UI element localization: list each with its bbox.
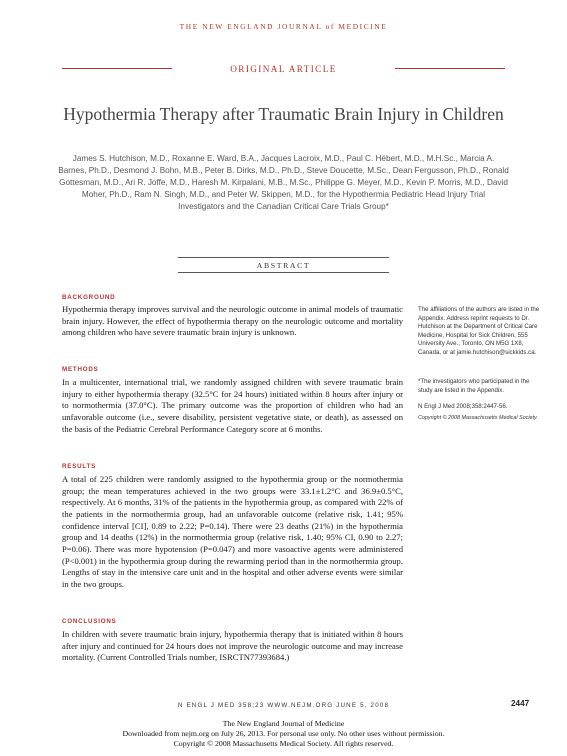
results-text: A total of 225 children were randomly assigned to the hypothermia group or the normothermia group; the mean temperatures achieved in the two groups were 33.1±1.2°C and 36.9±0.5°C, respectively. At 6 months, 31% of the patients in the hypothermia group, as compared with 22% of the patients in the normothermia group, had an unfavorable outcome (relative risk, 1.41; 95% confidence interval [CI], 0.89 to 2.22; P=0.14). There were 23 deaths (21%) in the hypothermia group and 14 deaths (12%) in the normothermia group (relative risk, 1.40; 95% CI, 0.90 to 2.27; P=0.06). There was more hypotension (P=0.047) and more vasoactive agents were administered (P<0.001) in the hypothermia group during the rewarming period than in the normothermia group. Lengths of stay in the intensive care unit and in the hospital and other adverse events were similar in the two groups.: [62, 474, 403, 589]
page-number: 2447: [511, 699, 530, 708]
download-line-1: The New England Journal of Medicine: [222, 719, 345, 728]
author-list: James S. Hutchison, M.D., Roxanne E. Ward, B.A., Jacques Lacroix, M.D., Paul C. Hébert, M.D., M.H.Sc., Marcia A. Barnes, Ph.D., Desmond J. Bohn, M.B., Peter B. Dirks, M.D., Ph.D., Steve Doucette, M.Sc., Dean Fergusson, Ph.D., Ronald Gottesman, M.D., Ari R. Joffe, M.D., Haresh M. Kirpalani, M.B., M.Sc., Philippe G. Meyer, M.D., Kevin P. Morris, M.D., David Moher, Ph.D., Ram N. Singh, M.D., and Peter W. Skippen, M.D., for the Hypothermia Pediatric Head Injury Trial Investigators and the Canadian Critical Care Trials Group*: [58, 154, 509, 212]
background-text: Hypothermia therapy improves survival and the neurologic outcome in animal models of traumatic brain injury. However, the effect of hypothermia therapy on the neurologic outcome and mortality among children who have severe traumatic brain injury is unknown.: [62, 304, 403, 338]
section-label: ORIGINAL ARTICLE: [230, 64, 337, 74]
methods-heading: METHODS: [62, 366, 99, 373]
conclusions-text: In children with severe traumatic brain injury, hypothermia therapy that is initiated within 8 hours after injury and continued for 24 hours does not improve the neurologic outcome and may increase mortality. (Current Controlled Trials number, ISRCTN77393684.): [62, 629, 403, 663]
abstract-rule-top: [178, 257, 389, 258]
conclusions-heading: CONCLUSIONS: [62, 618, 117, 625]
copyright-note: Copyright © 2008 Massachusetts Medical Society.: [418, 415, 538, 421]
affiliations-note: The affiliations of the authors are listed in the Appendix. Address reprint requests to Dr. Hutchison at the Department of Critical Care Medicine, Hospital for Sick Children, 555 University Ave., Toronto, ON M5G 1X8, Canada, or at jamie.hutchison@sickkids.ca.: [418, 306, 540, 356]
abstract-rule-bottom: [178, 272, 389, 273]
citation: N Engl J Med 2008;358:2447-56.: [418, 403, 508, 410]
download-line-2: Downloaded from nejm.org on July 26, 2013. For personal use only. No other uses without permission.: [122, 729, 445, 738]
abstract-label: ABSTRACT: [256, 261, 311, 270]
results-heading: RESULTS: [62, 463, 97, 470]
methods-text: In a multicenter, international trial, we randomly assigned children with severe traumatic brain injury to either hypothermia therapy (32.5°C for 24 hours) initiated within 8 hours after injury or to normothermia (37.0°C). The primary outcome was the proportion of children who had an unfavorable outcome (i.e., severe disability, persistent vegetative state, or death), as assessed on the basis of the Pediatric Cerebral Performance Category score at 6 months.: [62, 377, 403, 434]
journal-header: THE NEW ENGLAND JOURNAL of MEDICINE: [179, 22, 388, 31]
background-heading: BACKGROUND: [62, 294, 116, 301]
download-line-3: Copyright © 2008 Massachusetts Medical Society. All rights reserved.: [173, 739, 394, 748]
footer-journal-line: N ENGL J MED 358;23 WWW.NEJM.ORG JUNE 5, 2008: [177, 702, 390, 709]
article-title: Hypothermia Therapy after Traumatic Brain Injury in Children: [63, 104, 504, 124]
investigators-note: *The investigators who participated in the study are listed in the Appendix.: [418, 378, 530, 394]
